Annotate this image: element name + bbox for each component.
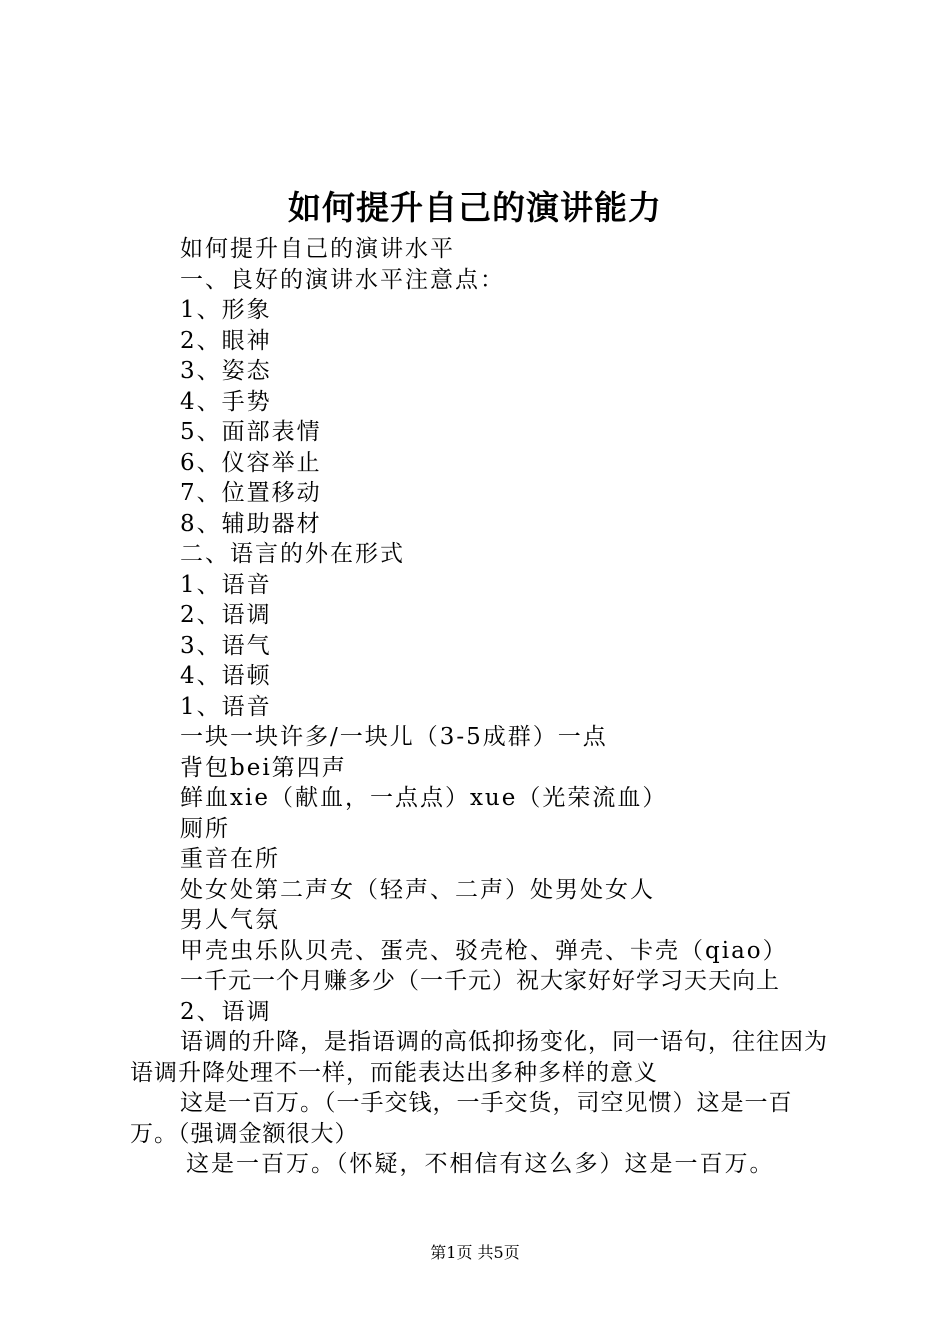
body-line: 5、面部表情 [180, 419, 322, 445]
body-paragraph: 语调的升降，是指语调的高低抑扬变化，同一语句，往往因为语调升降处理不一样，而能表达出多种多样的意义 [130, 1029, 828, 1086]
page-footer: 第1页 共5页 [430, 1243, 520, 1262]
body-line: 2、语调 [180, 998, 272, 1025]
body-line: 重音在所 [180, 846, 280, 872]
body-line: 男人气氛 [180, 907, 280, 933]
body-line: 厕所 [180, 815, 230, 842]
body-line: 如何提升自己的演讲水平 [180, 236, 455, 262]
body-line: 8、辅助器材 [180, 510, 322, 537]
body-line: 背包bei第四声 [180, 754, 347, 781]
body-paragraph: 这是一百万。（一手交钱，一手交货，司空见惯）这是一百万。（强调金额很大） [130, 1090, 793, 1147]
body-line: 甲壳虫乐队贝壳、蛋壳、驳壳枪、弹壳、卡壳（qiao） [180, 937, 788, 964]
body-line: 3、姿态 [180, 358, 272, 384]
body-line: 二、语言的外在形式 [180, 541, 405, 567]
body-line: 7、位置移动 [180, 480, 322, 506]
body-line: 6、仪容举止 [180, 449, 322, 476]
body-paragraph: 这是一百万。（怀疑，不相信有这么多）这是一百万。 [186, 1151, 775, 1177]
body-line: 4、手势 [180, 388, 272, 415]
body-line: 4、语顿 [180, 663, 272, 689]
body-line: 2、语调 [180, 602, 272, 628]
body-line: 鲜血xie（献血，一点点）xue（光荣流血） [180, 785, 668, 811]
body-line: 处女处第二声女（轻声、二声）处男处女人 [180, 876, 655, 903]
body-line: 一块一块许多/一块儿（3-5成群）一点 [180, 724, 608, 750]
body-line: 2、眼神 [180, 327, 272, 354]
body-line: 一千元一个月赚多少（一千元）祝大家好好学习天天向上 [180, 968, 780, 994]
body-line: 一、良好的演讲水平注意点： [180, 266, 505, 293]
body-line: 1、语音 [180, 571, 272, 598]
document-title: 如何提升自己的演讲能力 [288, 188, 662, 227]
body-line: 1、语音 [180, 693, 272, 720]
body-line: 1、形象 [180, 297, 272, 323]
body-line: 3、语气 [180, 632, 272, 659]
